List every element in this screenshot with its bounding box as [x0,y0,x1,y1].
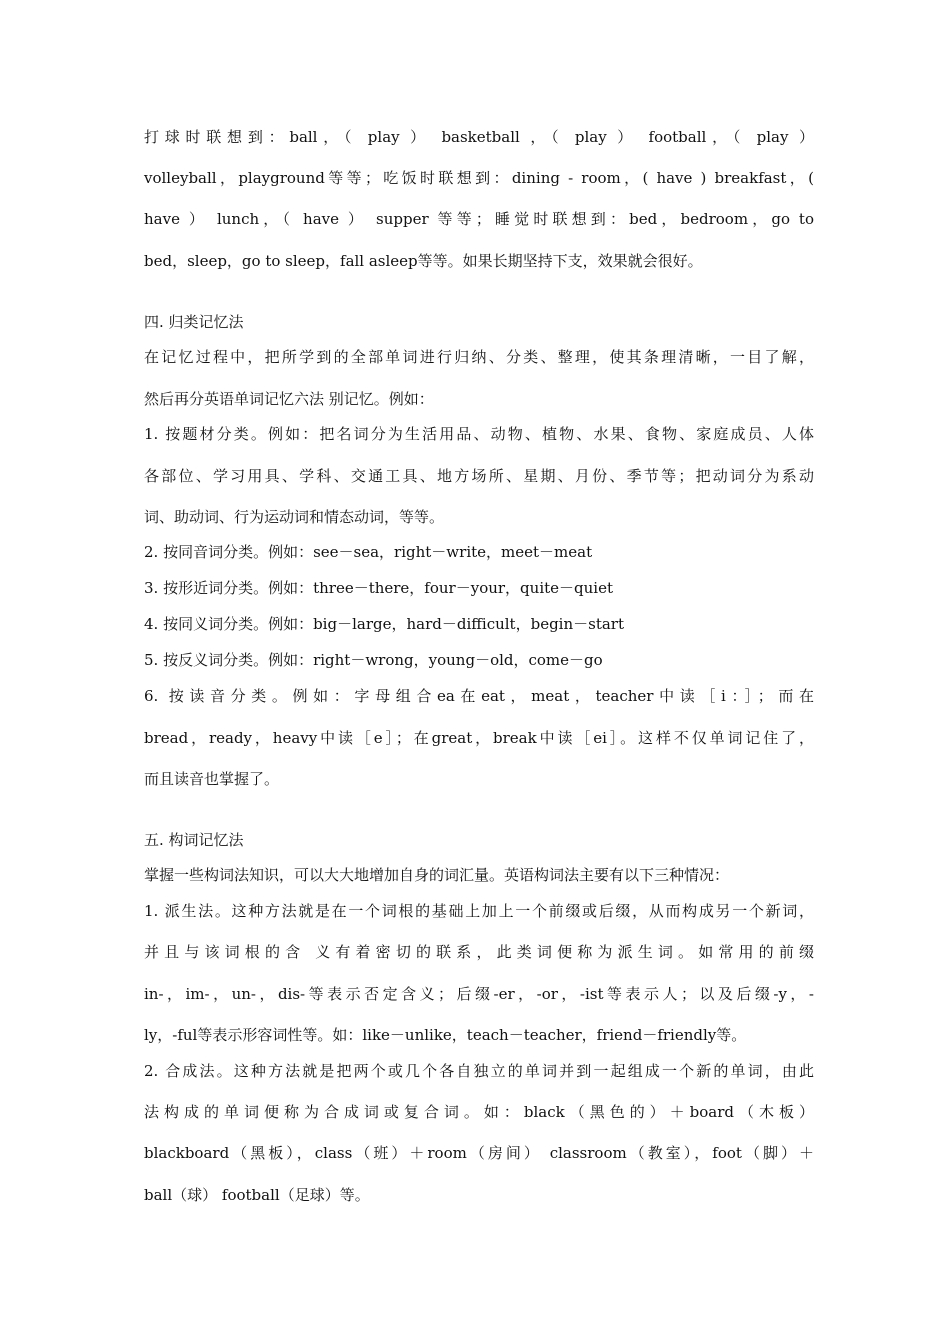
paragraph-line: 掌握一些构词法知识，可以大大地增加自身的词汇量。英语构词法主要有以下三种情况： [144,866,730,884]
list-item-line: ball（球） football（足球）等。 [144,1186,370,1204]
list-item-line: 2. 按同音词分类。例如：see－sea，right－write，meet－meat [144,543,593,561]
paragraph-line: volleyball，playground等等；吃饭时联想到：dining - room，( have ) breakfast，( [144,169,814,187]
section-heading-5: 五. 构词记忆法 [144,831,244,849]
list-item-line: bread，ready，heavy中读［e］；在great，break中读［ei］。这样不仅单词记住了， [144,729,814,747]
paragraph-line: 打球时联想到：ball，（ play ） basketball ，（ play ） football，（ play ） [144,128,814,146]
list-item-line: ly，-ful等表示形容词性等。如：like－unlike，teach－teacher，friend－friendly等。 [144,1026,747,1044]
list-item-line: 1. 按题材分类。例如：把名词分为生活用品、动物、植物、水果、食物、家庭成员、人体 [144,425,814,443]
list-item-line: 1. 派生法。这种方法就是在一个词根的基础上加上一个前缀或后缀，从而构成另一个新词， [144,902,814,920]
list-item-line: 各部位、学习用具、学科、交通工具、地方场所、星期、月份、季节等；把动词分为系动 [144,467,814,485]
list-item-line: blackboard（黑板），class（班）＋room（房间） classroom（教室），foot（脚）＋ [144,1144,814,1162]
paragraph-line: 在记忆过程中，把所学到的全部单词进行归纳、分类、整理，使其条理清晰，一目了解， [144,348,814,366]
list-item-line: 4. 按同义词分类。例如：big－large，hard－difficult，begin－start [144,615,624,633]
paragraph-line: have ） lunch，（ have ） supper 等等；睡觉时联想到：bed，bedroom，go to [144,210,814,228]
list-item-line: in-，im-，un-，dis-等表示否定含义；后缀-er，-or，-ist等表示人；以及后缀-y，- [144,985,814,1003]
list-item-line: 5. 按反义词分类。例如：right－wrong，young－old，come－go [144,651,603,669]
list-item-line: 并且与该词根的含 义有着密切的联系，此类词便称为派生词。如常用的前缀 [144,943,814,961]
list-item-line: 而且读音也掌握了。 [144,770,280,788]
list-item-line: 法构成的单词便称为合成词或复合词。如：black（黑色的）＋board（木板） [144,1103,814,1121]
list-item-line: 2. 合成法。这种方法就是把两个或几个各自独立的单词并到一起组成一个新的单词，由此 [144,1062,814,1080]
list-item-line: 6. 按读音分类。例如：字母组合ea在eat，meat，teacher中读［i：］；而在 [144,687,814,705]
list-item-line: 3. 按形近词分类。例如：three－there，four－your，quite－quiet [144,579,613,597]
section-heading-4: 四. 归类记忆法 [144,313,244,331]
paragraph-line: 然后再分英语单词记忆六法 别记忆。例如： [144,390,434,408]
paragraph-line: bed，sleep，go to sleep，fall asleep等等。如果长期坚持下支，效果就会很好。 [144,252,703,270]
list-item-line: 词、助动词、行为运动词和情态动词，等等。 [144,508,445,526]
